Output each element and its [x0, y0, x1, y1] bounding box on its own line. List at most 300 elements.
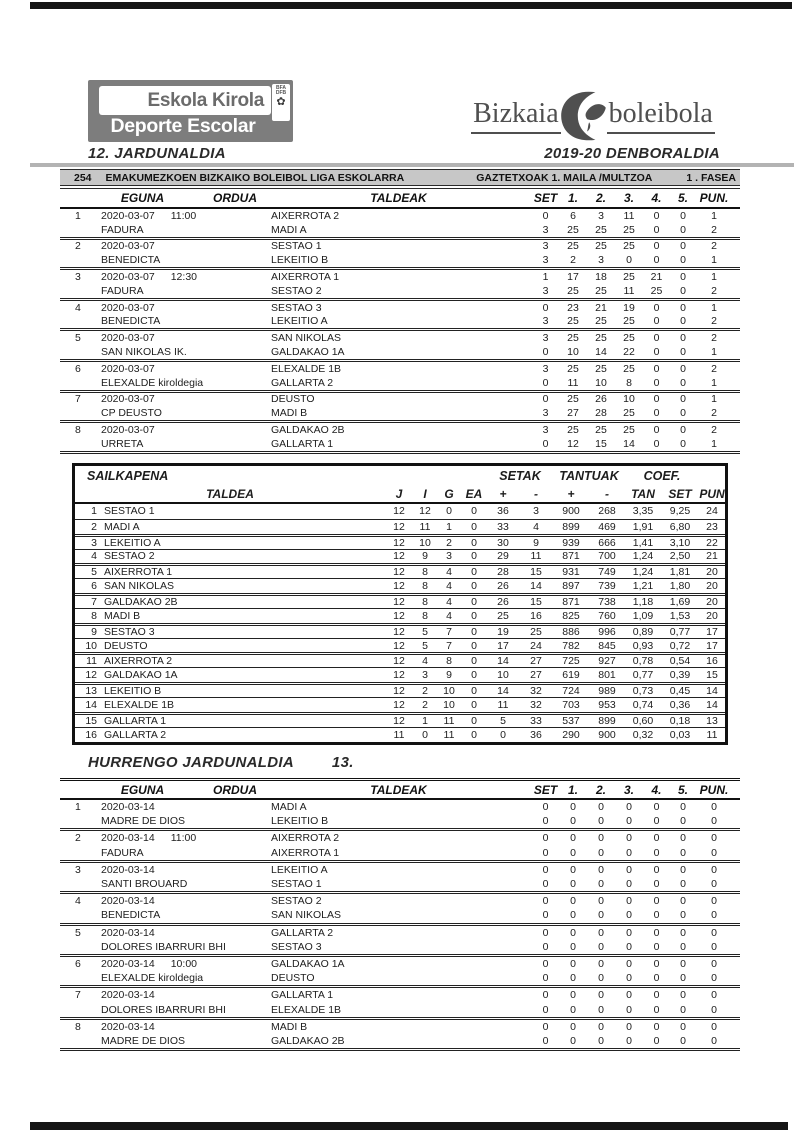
standings-position: 3	[91, 536, 97, 549]
standings-team-cell	[75, 596, 385, 608]
match-date: 2020-03-07	[101, 271, 155, 284]
away-s5: 0	[680, 1003, 686, 1016]
match-date-time	[98, 210, 205, 222]
eskola-kirola-logo	[88, 80, 293, 142]
away-s4: 0	[653, 346, 660, 359]
standings-position: 9	[91, 625, 97, 638]
standings-row	[75, 534, 725, 549]
match-date-time	[98, 895, 205, 907]
home-set: 0	[542, 895, 549, 908]
st-points-minus: 996	[598, 625, 616, 638]
away-s4: 0	[653, 1034, 660, 1047]
season-title: 2019-20 DENBORALDIA	[544, 145, 720, 162]
st-tan: 0,89	[632, 625, 654, 638]
match-row	[60, 863, 740, 894]
away-team: ELEXALDE 1B	[271, 1003, 342, 1016]
next-round-label: HURRENGO JARDUNALDIA	[88, 754, 294, 771]
away-s3: 0	[626, 1034, 632, 1047]
away-s5: 0	[680, 437, 686, 450]
results-column-header	[60, 188, 740, 209]
st-j: 12	[393, 714, 405, 727]
match-away-line	[60, 971, 740, 985]
home-s3: 25	[623, 271, 635, 284]
match-venue: URRETA	[101, 437, 144, 450]
match-venue: CP DEUSTO	[101, 407, 162, 420]
home-s2: 0	[598, 895, 604, 908]
home-set: 1	[542, 271, 549, 284]
st-pun: 16	[706, 655, 718, 668]
standings-position: 10	[85, 639, 97, 652]
match-date-time	[98, 832, 205, 844]
st-i: 2	[422, 685, 428, 698]
st-ea: 0	[471, 698, 477, 711]
match-number: 3	[75, 863, 81, 876]
col-g: G	[444, 486, 454, 501]
away-s3: 25	[623, 315, 635, 328]
away-s3: 0	[626, 878, 632, 891]
match-date-time	[98, 864, 205, 876]
league-phase: 1 . FASEA	[686, 171, 736, 184]
col-pun: PUN.	[699, 191, 729, 205]
home-pun: 0	[711, 832, 717, 845]
away-s4: 0	[653, 878, 660, 891]
home-s3: 0	[626, 895, 632, 908]
match-home-line	[60, 831, 740, 845]
match-home-line	[60, 270, 740, 284]
st-points-minus: 989	[598, 685, 616, 698]
home-s1: 25	[567, 393, 579, 406]
away-s1: 0	[570, 909, 576, 922]
st-points-plus: 871	[562, 550, 580, 563]
home-s5: 0	[680, 332, 686, 345]
st-points-minus: 700	[598, 550, 616, 563]
home-s4: 21	[650, 271, 663, 284]
home-s2: 0	[598, 1020, 604, 1033]
st-ea: 0	[471, 728, 477, 741]
away-pun: 0	[711, 909, 717, 922]
away-s3: 8	[626, 376, 632, 389]
group-setak: SETAK	[499, 468, 541, 483]
standings-team-cell	[75, 566, 385, 578]
st-j: 12	[393, 625, 405, 638]
home-pun: 0	[711, 895, 717, 908]
away-s2: 10	[595, 376, 607, 389]
home-s1: 0	[570, 863, 576, 876]
league-band	[60, 169, 740, 186]
home-s4: 0	[653, 895, 660, 908]
st-ea: 0	[471, 625, 477, 638]
match-date-time	[98, 393, 205, 405]
away-s3: 25	[623, 223, 635, 236]
home-team: AIXERROTA 2	[271, 209, 340, 222]
st-points-plus: 897	[562, 580, 580, 593]
away-set: 0	[542, 909, 549, 922]
bfa-dfb-badge	[272, 84, 290, 121]
home-s4: 0	[653, 832, 660, 845]
st-g: 4	[446, 596, 452, 609]
st-tan: 1,18	[632, 596, 654, 609]
match-away-line	[60, 908, 740, 922]
st-tan: 1,21	[632, 580, 654, 593]
away-s2: 0	[598, 846, 604, 859]
deporte-escolar-label: Deporte Escolar	[110, 115, 256, 137]
home-s1: 25	[567, 332, 579, 345]
standings-team-cell	[75, 640, 385, 652]
home-team: SESTAO 2	[271, 895, 322, 908]
standings-team: MADI A	[104, 520, 140, 533]
away-pun: 2	[711, 284, 717, 297]
standings-position: 6	[91, 580, 97, 593]
away-s2: 25	[595, 223, 607, 236]
st-sets-plus: 36	[497, 505, 509, 518]
st-j: 12	[393, 566, 405, 579]
home-team: AIXERROTA 1	[271, 271, 340, 284]
st-j: 12	[393, 505, 405, 518]
home-s3: 25	[623, 240, 635, 253]
away-set: 0	[542, 972, 549, 985]
col-set3: 3.	[623, 191, 634, 205]
away-s5: 0	[680, 407, 686, 420]
col-sets-plus: +	[499, 486, 507, 501]
st-sets-plus: 17	[497, 639, 509, 652]
home-set: 3	[542, 240, 549, 253]
home-s5: 0	[680, 362, 686, 375]
away-s2: 28	[595, 407, 607, 420]
st-j: 12	[393, 685, 405, 698]
match-date-time	[98, 302, 205, 314]
away-set: 0	[542, 437, 549, 450]
away-s5: 0	[680, 376, 686, 389]
match-home-line	[60, 894, 740, 908]
home-s4: 0	[653, 332, 660, 345]
match-venue: BENEDICTA	[101, 254, 161, 267]
match-row	[60, 209, 740, 240]
st-tan: 0,74	[632, 698, 654, 711]
st-i: 8	[422, 596, 428, 609]
away-s1: 25	[567, 284, 579, 297]
st-j: 12	[393, 655, 405, 668]
match-venue: DOLORES IBARRURI BHI	[101, 1003, 226, 1016]
match-date-time	[98, 989, 205, 1001]
home-pun: 0	[711, 863, 717, 876]
st-i: 12	[419, 505, 431, 518]
home-s3: 0	[626, 926, 632, 939]
st-ea: 0	[471, 685, 477, 698]
st-ea: 0	[471, 596, 477, 609]
match-home-line	[60, 988, 740, 1002]
league-code: 254	[74, 171, 92, 184]
st-i: 9	[422, 550, 428, 563]
match-number: 8	[75, 424, 81, 437]
match-date: 2020-03-14	[101, 863, 155, 876]
away-pun: 0	[711, 940, 717, 953]
match-away-line	[60, 814, 740, 828]
st-points-plus: 724	[562, 685, 580, 698]
standings-team: SESTAO 1	[104, 505, 155, 518]
st-sets-plus: 25	[497, 609, 509, 622]
away-s2: 0	[598, 1034, 604, 1047]
st-sets-minus: 15	[530, 566, 542, 579]
st-sets-minus: 15	[530, 596, 542, 609]
away-s2: 0	[598, 878, 604, 891]
away-s1: 0	[570, 1003, 576, 1016]
st-sets-minus: 16	[530, 609, 542, 622]
match-date-time	[98, 363, 205, 375]
st-points-minus: 469	[598, 520, 616, 533]
away-s3: 0	[626, 972, 632, 985]
match-number: 5	[75, 926, 81, 939]
st-tan: 1,09	[632, 609, 654, 622]
away-team: GALDAKAO 1A	[271, 346, 345, 359]
st-j: 12	[393, 550, 405, 563]
bizkaia-wordmark: Bizkaia	[471, 98, 561, 134]
standings-team: DEUSTO	[104, 639, 148, 652]
home-s5: 0	[680, 240, 686, 253]
col-taldeak: TALDEAK	[370, 782, 427, 797]
home-s3: 25	[623, 424, 635, 437]
away-set: 3	[542, 407, 549, 420]
away-s1: 2	[570, 254, 576, 267]
match-row	[60, 988, 740, 1019]
standings-position: 15	[85, 714, 97, 727]
standings-position: 14	[85, 698, 97, 711]
away-s1: 0	[570, 1034, 576, 1047]
st-set-coef: 0,03	[669, 728, 691, 741]
st-j: 12	[393, 580, 405, 593]
match-date: 2020-03-07	[101, 332, 155, 345]
away-s2: 15	[595, 437, 607, 450]
home-s4: 0	[653, 301, 660, 314]
standings-team-cell	[75, 610, 385, 622]
standings-team: AIXERROTA 2	[104, 655, 173, 668]
st-tan: 0,60	[632, 714, 654, 727]
st-i: 8	[422, 566, 428, 579]
st-points-plus: 725	[562, 655, 580, 668]
next-round-title	[88, 754, 354, 771]
away-s3: 14	[623, 437, 635, 450]
match-venue: MADRE DE DIOS	[101, 1034, 186, 1047]
home-set: 0	[542, 209, 549, 222]
match-venue: FADURA	[101, 846, 144, 859]
home-s1: 0	[570, 1020, 576, 1033]
away-team: GALLARTA 2	[271, 376, 334, 389]
away-team: SESTAO 1	[271, 878, 322, 891]
home-pun: 1	[711, 209, 717, 222]
col-ordua: ORDUA	[213, 782, 257, 797]
match-home-line	[60, 1020, 740, 1034]
home-s5: 0	[680, 393, 686, 406]
standings-position: 16	[85, 728, 97, 741]
home-pun: 1	[711, 271, 717, 284]
away-team: MADI B	[271, 407, 308, 420]
match-number: 5	[75, 332, 81, 345]
match-home-line	[60, 331, 740, 345]
st-set-coef: 0,77	[669, 625, 691, 638]
home-s1: 0	[570, 801, 576, 814]
match-date-time	[98, 927, 205, 939]
st-points-minus: 927	[598, 655, 616, 668]
away-pun: 2	[711, 407, 717, 420]
home-s1: 0	[570, 832, 576, 845]
match-time: 11:00	[170, 209, 197, 222]
home-s2: 18	[595, 271, 607, 284]
away-s3: 0	[626, 909, 632, 922]
away-s4: 0	[653, 315, 660, 328]
home-set: 0	[542, 1020, 549, 1033]
home-pun: 1	[711, 301, 717, 314]
st-pun: 14	[706, 685, 718, 698]
match-row	[60, 240, 740, 271]
away-pun: 1	[711, 376, 717, 389]
home-s4: 0	[653, 863, 660, 876]
col-points-plus: +	[567, 486, 575, 501]
home-s2: 21	[595, 301, 607, 314]
match-time: 12:30	[170, 271, 197, 284]
home-set: 0	[542, 926, 549, 939]
standings-team-cell	[75, 550, 385, 562]
home-set: 0	[542, 863, 549, 876]
standings-team: AIXERROTA 1	[104, 566, 173, 579]
col-set4: 4.	[651, 782, 662, 797]
home-s2: 0	[598, 863, 604, 876]
match-home-line	[60, 301, 740, 315]
away-s3: 0	[626, 846, 632, 859]
home-s5: 0	[680, 1020, 686, 1033]
home-s5: 0	[680, 801, 686, 814]
results-body	[60, 209, 740, 454]
st-set-coef: 0,54	[669, 655, 691, 668]
st-ea: 0	[471, 536, 477, 549]
home-s4: 0	[653, 393, 660, 406]
badge-dfb-text: DFB	[275, 90, 287, 96]
st-sets-plus: 10	[497, 669, 509, 682]
away-pun: 0	[711, 846, 717, 859]
st-points-minus: 900	[598, 728, 616, 741]
st-ea: 0	[471, 580, 477, 593]
match-row	[60, 423, 740, 454]
away-s1: 12	[567, 437, 579, 450]
st-set-coef: 0,18	[669, 714, 691, 727]
home-s1: 17	[567, 271, 579, 284]
away-s1: 25	[567, 223, 579, 236]
standings-row	[75, 638, 725, 653]
away-s2: 25	[595, 315, 607, 328]
col-ea: EA	[465, 486, 483, 501]
st-points-plus: 537	[562, 714, 580, 727]
home-set: 0	[542, 989, 549, 1002]
home-s5: 0	[680, 895, 686, 908]
match-away-line	[60, 376, 740, 390]
home-s4: 0	[653, 957, 660, 970]
away-s5: 0	[680, 972, 686, 985]
st-pun: 13	[706, 714, 718, 727]
standings-row	[75, 593, 725, 608]
home-s5: 0	[680, 209, 686, 222]
col-set2: 2.	[595, 191, 606, 205]
st-points-minus: 738	[598, 596, 616, 609]
st-i: 3	[422, 669, 428, 682]
home-s4: 0	[653, 424, 660, 437]
match-number: 1	[75, 209, 81, 222]
st-set-coef: 3,10	[669, 536, 691, 549]
standings-team-cell	[75, 699, 385, 711]
standings-team-cell	[75, 521, 385, 533]
match-row	[60, 301, 740, 332]
st-j: 12	[393, 639, 405, 652]
away-set: 0	[542, 846, 549, 859]
standings-row	[75, 652, 725, 667]
st-g: 7	[446, 639, 452, 652]
away-team: MADI A	[271, 223, 307, 236]
st-sets-minus: 32	[530, 685, 542, 698]
away-pun: 2	[711, 223, 717, 236]
st-i: 5	[422, 625, 428, 638]
st-i: 8	[422, 580, 428, 593]
st-points-plus: 899	[562, 520, 580, 533]
st-sets-minus: 4	[533, 520, 539, 533]
st-sets-plus: 26	[497, 596, 509, 609]
home-pun: 0	[711, 1020, 717, 1033]
home-s1: 23	[567, 301, 579, 314]
match-date: 2020-03-14	[101, 926, 155, 939]
match-row	[60, 894, 740, 925]
match-date: 2020-03-14	[101, 832, 155, 845]
home-s3: 0	[626, 957, 632, 970]
match-away-line	[60, 284, 740, 298]
st-sets-minus: 27	[530, 655, 542, 668]
st-j: 12	[393, 698, 405, 711]
st-set-coef: 1,69	[669, 596, 691, 609]
match-number: 2	[75, 832, 81, 845]
st-g: 0	[446, 505, 452, 518]
match-date-time	[98, 958, 205, 970]
home-s1: 25	[567, 240, 579, 253]
home-s2: 25	[595, 332, 607, 345]
standings-team: ELEXALDE 1B	[104, 698, 175, 711]
match-home-line	[60, 362, 740, 376]
away-s5: 0	[680, 909, 686, 922]
st-sets-plus: 26	[497, 580, 509, 593]
group-tantuak: TANTUAK	[559, 468, 619, 483]
match-date: 2020-03-14	[101, 1020, 155, 1033]
st-points-plus: 871	[562, 596, 580, 609]
away-s1: 11	[567, 376, 579, 389]
scan-mark-top	[30, 2, 792, 9]
home-pun: 0	[711, 957, 717, 970]
st-g: 10	[443, 698, 455, 711]
st-g: 11	[443, 728, 455, 741]
match-number: 7	[75, 393, 81, 406]
match-date: 2020-03-07	[101, 424, 155, 437]
standings-team-cell	[75, 729, 385, 741]
match-date: 2020-03-14	[101, 989, 155, 1002]
st-tan: 3,35	[632, 505, 654, 518]
st-g: 8	[446, 655, 452, 668]
bizkaia-boleibola-logo	[448, 86, 738, 146]
away-s3: 0	[626, 940, 632, 953]
st-pun: 20	[706, 596, 718, 609]
home-s2: 0	[598, 989, 604, 1002]
col-eguna: EGUNA	[120, 782, 165, 797]
match-home-line	[60, 209, 740, 223]
st-j: 12	[393, 536, 405, 549]
home-s3: 0	[626, 832, 632, 845]
home-pun: 0	[711, 801, 717, 814]
group-coef: COEF.	[643, 468, 681, 483]
away-s1: 0	[570, 815, 576, 828]
home-s3: 19	[623, 301, 635, 314]
away-set: 0	[542, 346, 549, 359]
